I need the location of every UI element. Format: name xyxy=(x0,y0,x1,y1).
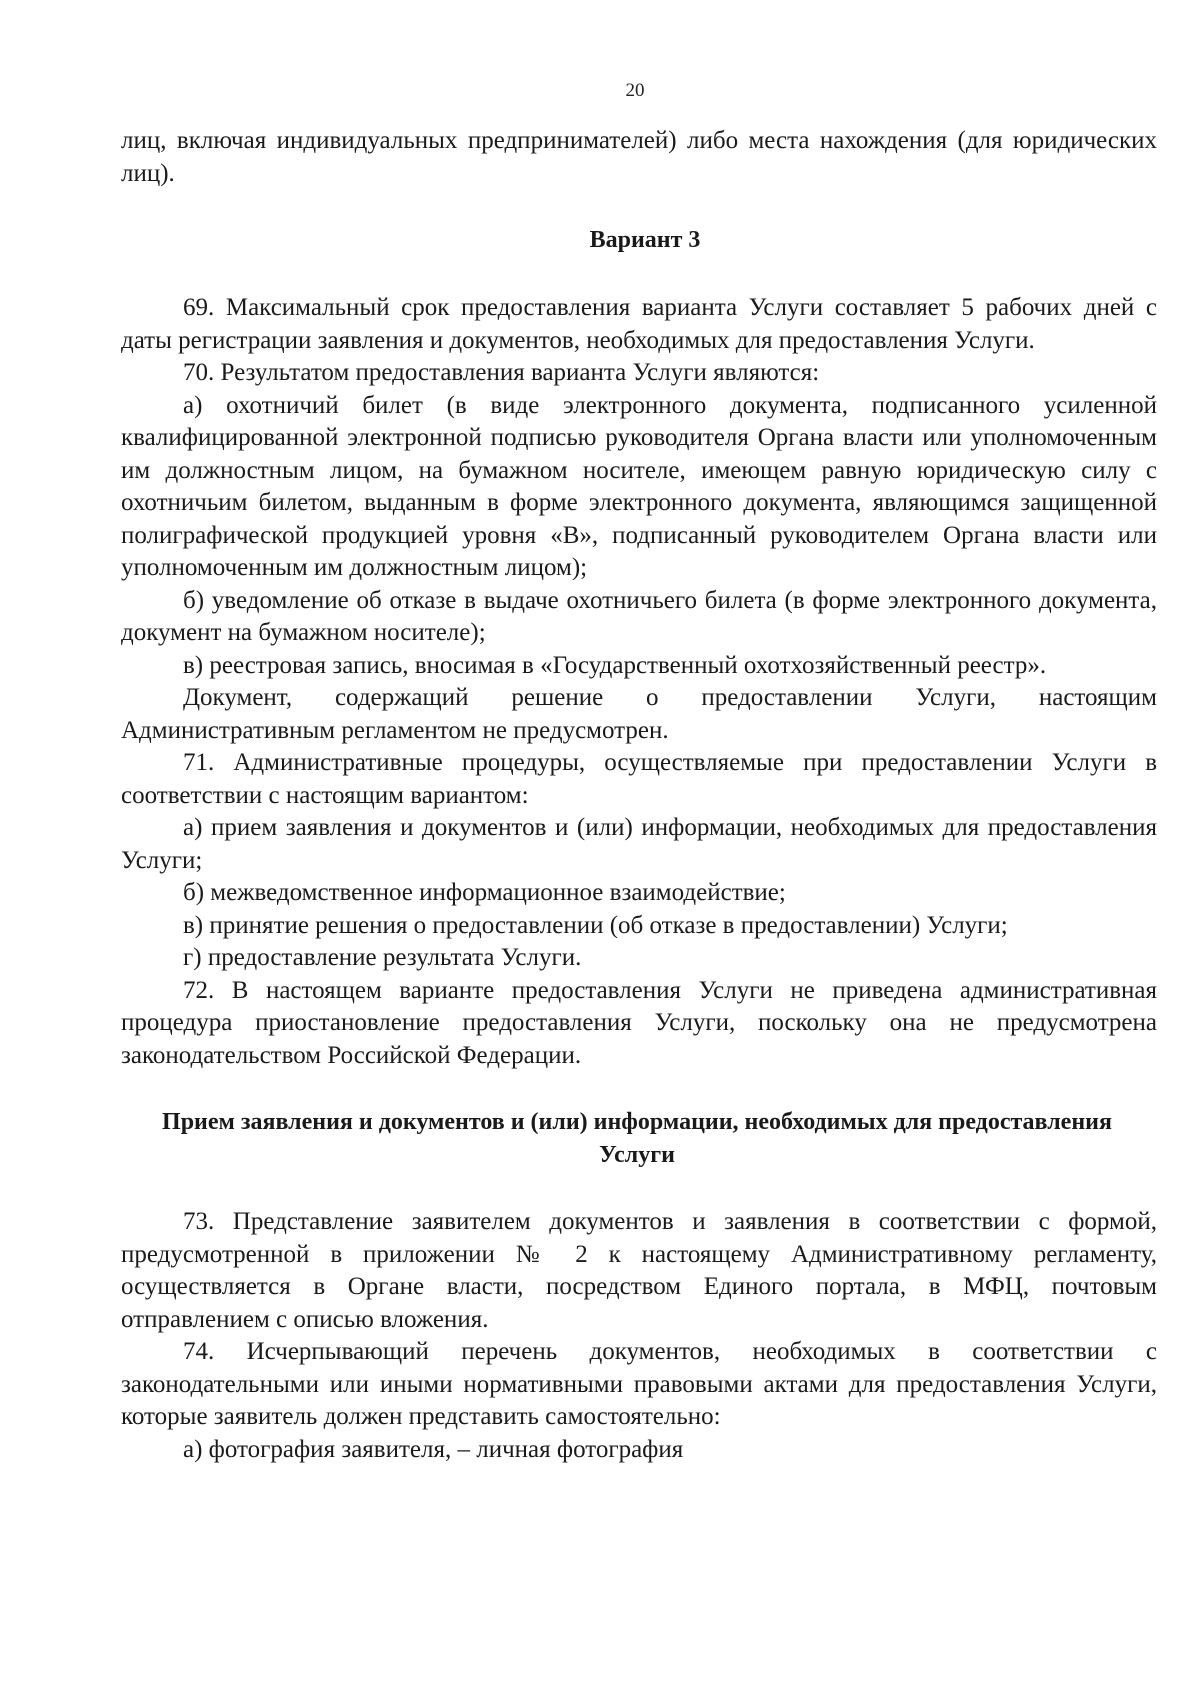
variant-heading: Вариант 3 xyxy=(589,227,701,253)
paragraph: б) межведомственное информационное взаимодействие; xyxy=(183,879,786,906)
paragraph: 71. Административные процедуры, осуществляемые при предоставлении Услуги в соответствии с настоящим вариантом: xyxy=(121,749,1157,809)
paragraph: 70. Результатом предоставления варианта Услуги являются: xyxy=(183,359,820,386)
paragraph: б) уведомление об отказе в выдаче охотничьего билета (в форме электронного документа, документ на бумажном носителе); xyxy=(121,586,1157,646)
paragraph: лиц, включая индивидуальных предпринимателей) либо места нахождения (для юридических лиц). xyxy=(121,127,1157,187)
paragraph: 69. Максимальный срок предоставления варианта Услуги составляет 5 рабочих дней с даты регистрации заявления и документов, необходимых для предоставления Услуги. xyxy=(121,294,1157,354)
paragraph: а) фотография заявителя, – личная фотография xyxy=(183,1435,684,1463)
paragraph: а) охотничий билет (в виде электронного документа, подписанного усиленной квалифицированной электронной подписью руководителя Органа власти или уполномоченным им должностным лицом, на бумажном носителе, имеющем равную юридическую силу с охотничьим билетом, выданным в форме электронного документа, являющимся защищенной полиграфической продукцией уровня «В», подписанный руководителем Органа власти или уполномоченным им должностным лицом); xyxy=(121,391,1157,581)
paragraph: в) реестровая запись, вносимая в «Государственный охотхозяйственный реестр». xyxy=(183,651,1047,679)
section-heading: Прием заявления и документов и (или) информации, необходимых для предоставления Услуги xyxy=(162,1109,1112,1168)
paragraph: 72. В настоящем варианте предоставления Услуги не приведена административная процедура приостановление предоставления Услуги, поскольку она не предусмотрена законодательством Российской Федерации. xyxy=(121,976,1157,1069)
page-number: 20 xyxy=(625,80,645,101)
paragraph: в) принятие решения о предоставлении (об отказе в предоставлении) Услуги; xyxy=(183,911,1008,939)
document-body xyxy=(121,125,1157,1466)
paragraph: а) прием заявления и документов и (или) информации, необходимых для предоставления Услуги; xyxy=(121,814,1157,874)
paragraph: 74. Исчерпывающий перечень документов, необходимых в соответствии с законодательными или иными нормативными правовыми актами для предоставления Услуги, которые заявитель должен представить самостоятельно: xyxy=(121,1338,1157,1430)
paragraph: Документ, содержащий решение о предоставлении Услуги, настоящим Административным регламентом не предусмотрен. xyxy=(121,684,1157,744)
paragraph: 73. Представление заявителем документов и заявления в соответствии с формой, предусмотренной в приложении № 2 к настоящему Административному регламенту, осуществляется в Органе власти, посредством Единого портала, в МФЦ, почтовым отправлением с описью вложения. xyxy=(121,1208,1157,1333)
paragraph: г) предоставление результата Услуги. xyxy=(183,944,582,971)
